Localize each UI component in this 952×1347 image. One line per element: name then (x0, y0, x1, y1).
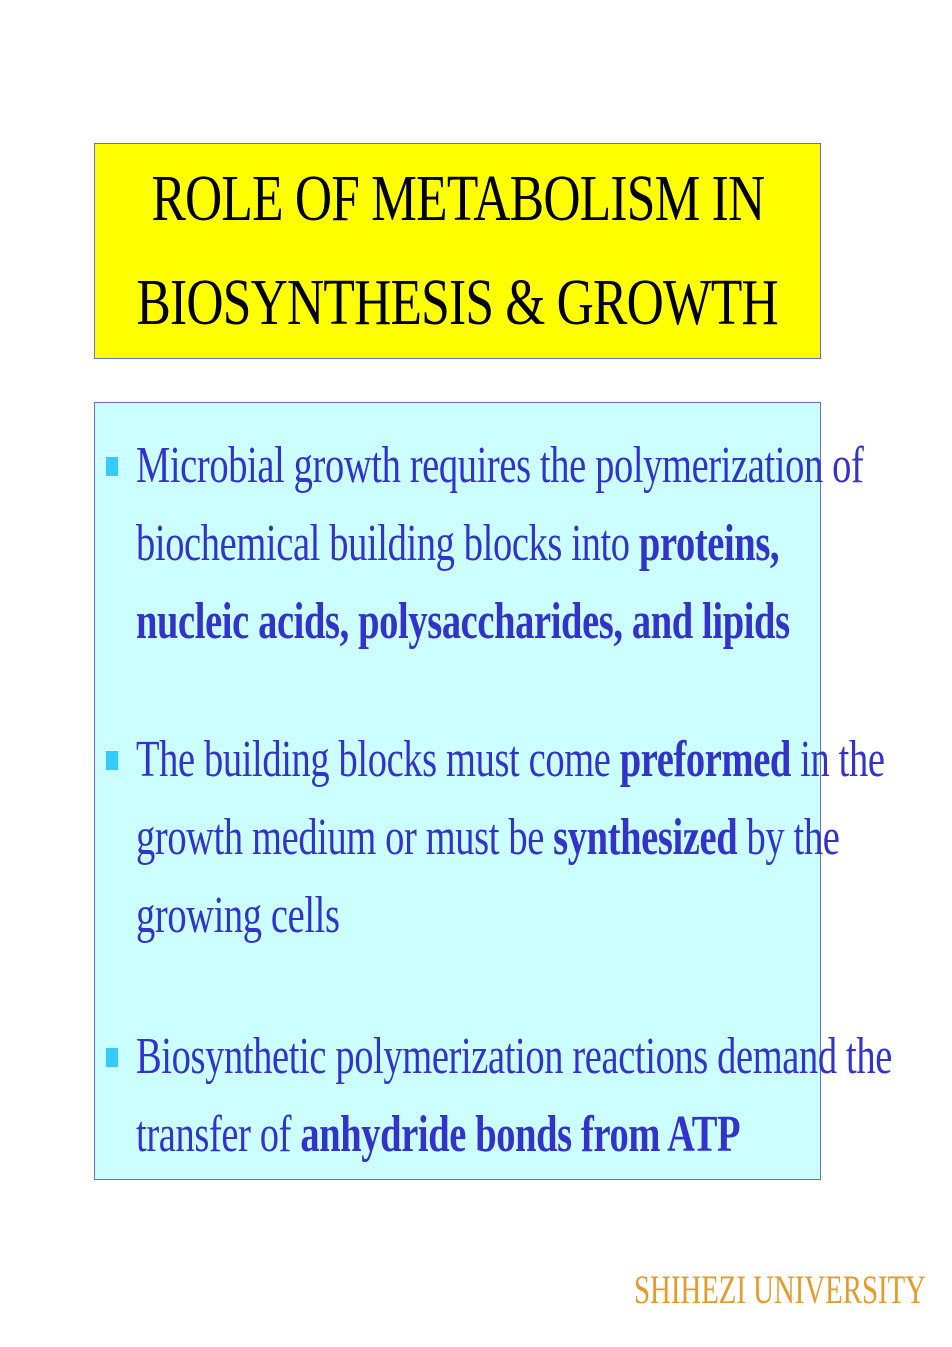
slide-content-box (94, 402, 892, 1180)
bullet-plain-text: growth medium or must be (136, 809, 554, 866)
bullet-line: Biosynthetic polymerization reactions demand the (136, 1028, 892, 1085)
bullet-bold-text: preformed (619, 731, 791, 788)
bullet-text (136, 427, 864, 661)
slide-title-line-1: ROLE OF METABOLISM IN (151, 162, 765, 235)
bullet-square-icon (106, 1048, 118, 1067)
bullet-line: growing cells (136, 887, 340, 944)
bullet-bold-text: synthesized (553, 809, 738, 866)
slide-title-box (94, 143, 821, 359)
slide-title-line-2: BIOSYNTHESIS & GROWTH (136, 266, 779, 339)
bullet-plain-text: The building blocks must come (136, 731, 620, 788)
bullet-bold-text: proteins, (638, 515, 780, 572)
bullet-line (136, 505, 802, 583)
bullet-square-icon (106, 751, 118, 770)
bullet-line (136, 799, 840, 877)
bullet-plain-text: in the (790, 731, 885, 788)
bullet-text (136, 721, 885, 955)
bullet-bold-text: nucleic acids, polysaccharides, and lipids (136, 593, 790, 650)
bullet-square-icon (106, 457, 118, 476)
bullet-plain-text: by the (737, 809, 840, 866)
bullet-plain-text: transfer of (136, 1106, 301, 1163)
footer-university-name: SHIHEZI UNIVERSITY (634, 1267, 926, 1312)
bullet-line (136, 721, 885, 799)
bullet-text (136, 1018, 892, 1174)
bullet-line (136, 583, 802, 661)
bullet-plain-text: biochemical building blocks into (136, 515, 639, 572)
bullet-line: Microbial growth requires the polymerization of (136, 437, 864, 494)
bullet-bold-text: anhydride bonds from ATP (300, 1106, 741, 1163)
bullet-line (136, 1096, 802, 1174)
